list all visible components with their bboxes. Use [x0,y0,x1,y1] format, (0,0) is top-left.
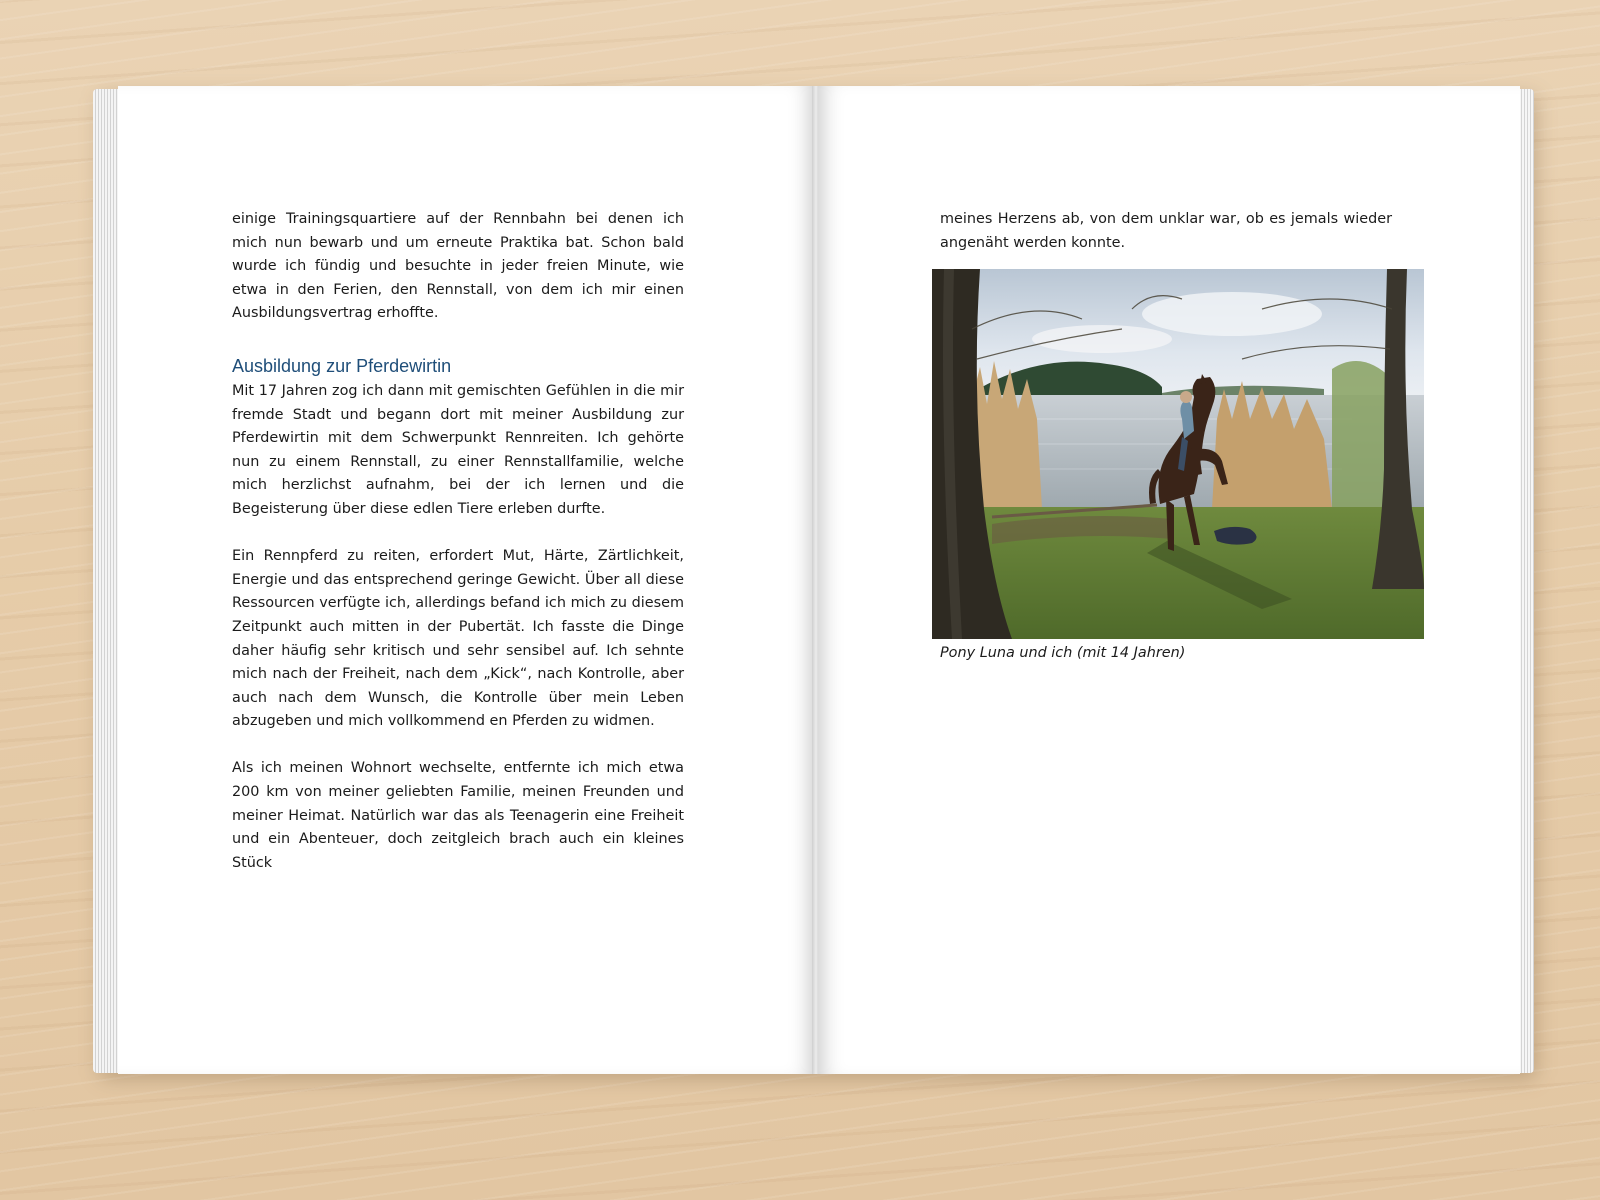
section-heading: Ausbildung zur Pferdewirtin [232,355,452,376]
left-page-text-column [232,208,684,875]
left-paragraph-2: Mit 17 Jahren zog ich dann mit gemischten Gefühlen in die mir fremde Stadt und begann dort mit meiner Ausbildung zur Pferdewirtin mit dem Schwerpunkt Rennreiten. Ich gehörte nun zu einem Rennstall, zu einer Rennstallfamilie, welche mich herzlichst aufnahm, bei der ich lernen und die Begeisterung über diese edlen Tiere erleben durfte. [232,382,684,517]
left-paragraph-1: einige Trainingsquartiere auf der Rennbahn bei denen ich mich nun bewarb und um erneute Praktika bat. Schon bald wurde ich fündig und besuchte in jeder freien Minute, wie etwa in den Ferien, den Rennstall, von dem ich mir einen Ausbildungsvertrag erhoffte. [232,211,684,322]
right-paragraph-1: meines Herzens ab, von dem unklar war, ob es jemals wieder angenäht werden konnte. [940,211,1392,251]
left-paragraph-3: Ein Rennpferd zu reiten, erfordert Mut, Härte, Zärtlichkeit, Energie und das entsprechend geringe Gewicht. Über all diese Ressourcen verfügte ich, allerdings befand ich mich zu diesem Zeitpunkt auch mitten in der Pubertät. Ich fasste die Dinge daher häufig sehr kritisch und sehr sensibel auf. Ich sehnte mich nach der Freiheit, nach dem „Kick“, nach Kontrolle, aber auch nach dem Wunsch, die Kontrolle über mein Leben abzugeben und mich vollkommend en Pferden zu widmen. [232,548,684,730]
right-page [818,86,1520,1074]
left-paragraph-4: Als ich meinen Wohnort wechselte, entfernte ich mich etwa 200 km von meiner geliebten Familie, meinen Freunden und meiner Heimat. Natürlich war das als Teenagerin eine Freiheit und ein Abenteuer, doch zeitgleich brach auch ein kleines Stück [232,760,684,871]
photo-caption: Pony Luna und ich (mit 14 Jahren) [940,645,1186,661]
left-page [118,86,814,1074]
horse-photo [932,269,1424,639]
